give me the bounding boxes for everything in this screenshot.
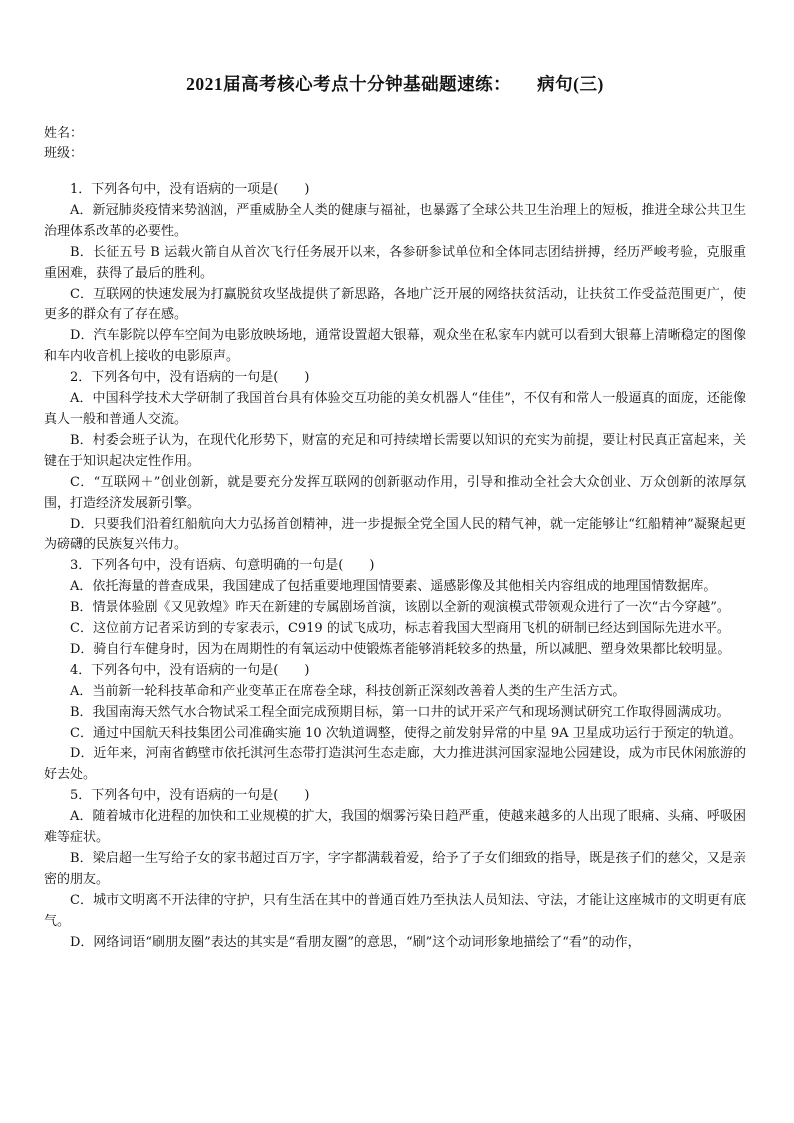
option-a: A．新冠肺炎疫情来势汹汹，严重威胁全人类的健康与福祉，也暴露了全球公共卫生治理上的短板，推进全球公共卫生治理体系改革的必要性。 [44, 202, 746, 239]
question-4 [44, 661, 746, 786]
option-b: B．情景体验剧《又见敦煌》昨天在新建的专属剧场首演，该剧以全新的观演模式带领观众进行了一次“古今穿越”。 [70, 600, 730, 616]
question-stem: 2．下列各句中，没有语病的一句是( ) [70, 370, 310, 386]
page-title [44, 72, 746, 96]
option-c: C．通过中国航天科技集团公司准确实施 10 次轨道调整，使得之前发射异常的中星 9A 卫星成功运行于预定的轨道。 [70, 725, 742, 741]
option-b: B．梁启超一生写给子女的家书超过百万字，字字都满载着爱，给予了子女们细致的指导，既是孩子们的慈父，又是亲密的朋友。 [44, 851, 746, 887]
question-1 [44, 180, 746, 368]
question-stem: 5．下列各句中，没有语病的一句是( ) [70, 788, 310, 804]
question-list [44, 180, 746, 954]
option-a: A．依托海量的普查成果，我国建成了包括重要地理国情要素、遥感影像及其他相关内容组成的地理国情数据库。 [70, 579, 717, 595]
option-d: D．近年来，河南省鹤壁市依托淇河生态带打造淇河生态走廊，大力推进淇河国家湿地公园建设，成为市民休闲旅游的好去处。 [44, 746, 746, 783]
option-d: D．汽车影院以停车空间为电影放映场地，通常设置超大银幕，观众坐在私家车内就可以看到大银幕上清晰稳定的图像和车内收音机上接收的电影原声。 [44, 328, 746, 365]
option-c: C．互联网的快速发展为打赢脱贫攻坚战提供了新思路，各地广泛开展的网络扶贫活动，让扶贫工作受益范围更广，使更多的群众有了存在感。 [44, 286, 746, 323]
title-sub: 病句(三) [537, 74, 604, 94]
option-a: A．中国科学技术大学研制了我国首台具有体验交互功能的美女机器人“佳佳”，不仅有和常人一般逼真的面庞，还能像真人一般和普通人交流。 [44, 391, 746, 427]
question-stem: 1．下列各句中，没有语病的一项是( ) [70, 182, 310, 197]
option-d: D．网络词语“刷朋友圈”表达的其实是“看朋友圈”的意思，“刷”这个动词形象地描绘了“看”的动作， [70, 934, 641, 950]
student-info [44, 124, 746, 164]
option-b: B．村委会班子认为，在现代化形势下，财富的充足和可持续增长需要以知识的充实为前提，要让村民真正富起来，关键在于知识起决定性作用。 [44, 432, 746, 469]
option-c: C．“互联网＋”创业创新，就是要充分发挥互联网的创新驱动作用，引导和推动全社会大众创业、万众创新的浓厚氛围，打造经济发展新引擎。 [44, 474, 746, 511]
option-a: A．当前新一轮科技革命和产业变革正在席卷全球，科技创新正深刻改善着人类的生产生活方式。 [70, 683, 626, 699]
question-5 [44, 786, 746, 953]
question-3 [44, 556, 746, 661]
question-stem: 4．下列各句中，没有语病的一句是( ) [70, 662, 310, 678]
question-stem: 3．下列各句中，没有语病、句意明确的一句是( ) [70, 558, 375, 574]
name-label: 姓名： [44, 126, 84, 141]
class-label: 班级： [44, 146, 84, 161]
question-2 [44, 368, 746, 556]
option-a: A．随着城市化进程的加快和工业规模的扩大，我国的烟雾污染日趋严重，使越来越多的人出现了眼痛、头痛、呼吸困难等症状。 [44, 809, 746, 846]
option-b: B．长征五号 B 运载火箭自从首次飞行任务展开以来，各参研参试单位和全体同志团结拼搏，经历严峻考验，克服重重困难，获得了最后的胜利。 [44, 244, 746, 281]
title-main: 2021届高考核心考点十分钟基础题速练： [186, 74, 512, 94]
option-d: D．只要我们沿着红船航向大力弘扬首创精神，进一步提振全党全国人民的精气神，就一定能够让“红船精神”凝聚起更为磅礴的民族复兴伟力。 [44, 516, 746, 553]
option-b: B．我国南海天然气水合物试采工程全面完成预期目标，第一口井的试开采产气和现场测试研究工作取得圆满成功。 [70, 704, 730, 720]
option-c: C．这位前方记者采访到的专家表示，C919 的试飞成功，标志着我国大型商用飞机的研制已经达到国际先进水平。 [70, 621, 730, 637]
option-d: D．骑自行车健身时，因为在周期性的有氧运动中使锻炼者能够消耗较多的热量，所以减肥、塑身效果都比较明显。 [70, 641, 731, 657]
option-c: C．城市文明离不开法律的守护，只有生活在其中的普通百姓乃至执法人员知法、守法，才能让这座城市的文明更有底气。 [44, 892, 746, 929]
